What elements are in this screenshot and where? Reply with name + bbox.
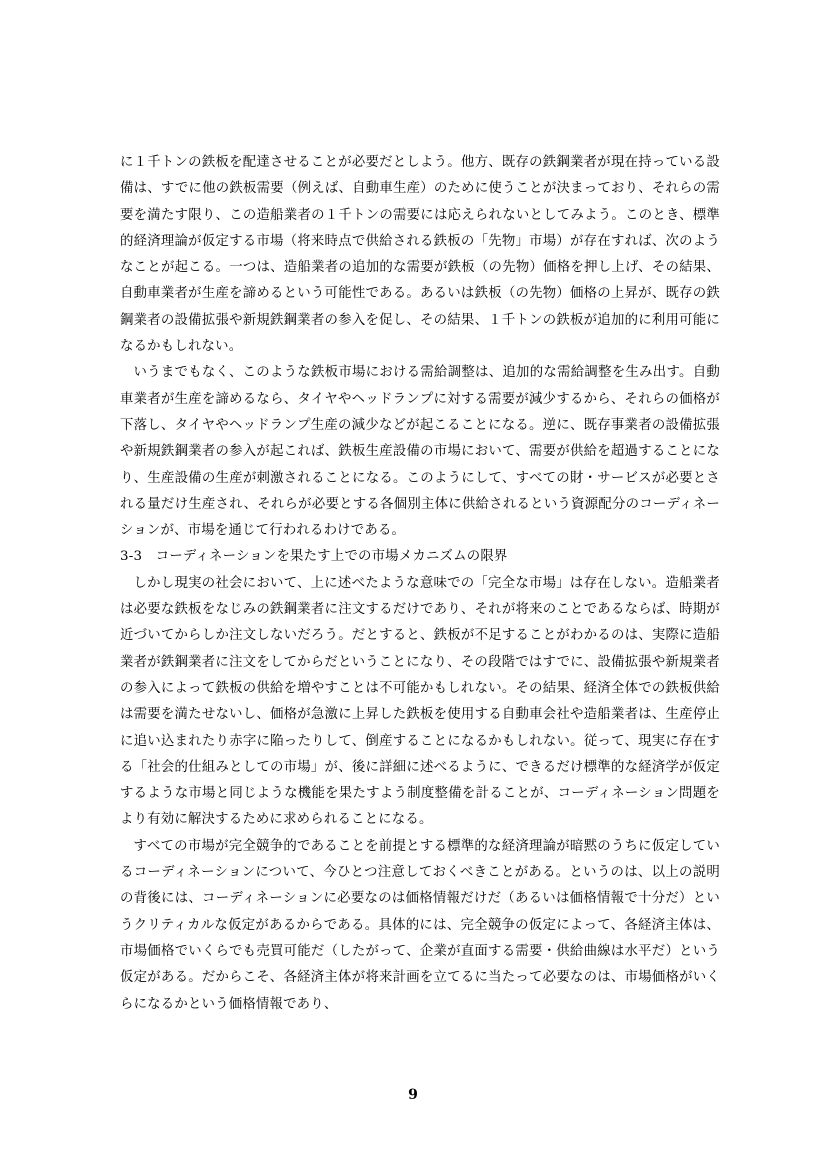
paragraph-2: いうまでもなく、このような鉄板市場における需給調整は、追加的な需給調整を生み出す。自動車業者が生産を諦めるなら、タイヤやヘッドランプに対する需要が減少するから、それらの価格が下落し、タイヤやヘッドランプ生産の減少などが起こることになる。逆に、既存事業者の設備拡張や新規鉄鋼業者の参入が起これば、鉄板生産設備の市場において、需要が供給を超過することになり、生産設備の生産が刺激されることになる。このようにして、すべての財・サービスが必要とされる量だけ生産され、それらが必要とする各個別主体に供給されるという資源配分のコーディネーションが、市場を通じて行われるわけである。 bbox=[120, 365, 720, 539]
paragraph-3: しかし現実の社会において、上に述べたような意味での「完全な市場」は存在しない。造船業者は必要な鉄板をなじみの鉄鋼業者に注文するだけであり、それが将来のことであるならば、時期が近づいてからしか注文しないだろう。だとすると、鉄板が不足することがわかるのは、実際に造船業者が鉄鋼業者に注文をしてからだということになり、その段階ではすでに、設備拡張や新規業者の参入によって鉄板の供給を増やすことは不可能かもしれない。その結果、経済全体での鉄板供給は需要を満たせないし、価格が急激に上昇した鉄板を使用する自動車会社や造船業者は、生産停止に追い込まれたり赤字に陥ったりして、倒産することになるかもしれない。従って、現実に存在する「社会的仕組みとしての市場」が、後に詳細に述べるように、できるだけ標準的な経済学が仮定するような市場と同じような機能を果たすよう制度整備を計ることが、コーディネーション問題をより有効に解決するために求められることになる。 bbox=[120, 575, 720, 828]
page-number: 9 bbox=[408, 1087, 418, 1103]
body-text bbox=[120, 150, 720, 1018]
section-heading: 3-3 コーディネーションを果たす上での市場メカニズムの限界 bbox=[120, 549, 508, 565]
paragraph-4: すべての市場が完全競争的であることを前提とする標準的な経済理論が暗黙のうちに仮定しているコーディネーションについて、今ひとつ注意しておくべきことがある。というのは、以上の説明の背後には、コーディネーションに必要なのは価格情報だけだ（あるいは価格情報で十分だ）というクリティカルな仮定があるからである。具体的には、完全競争の仮定によって、各経済主体は、市場価格でいくらでも売買可能だ（したがって、企業が直面する需要・供給曲線は水平だ）という仮定がある。だからこそ、各経済主体が将来計画を立てるに当たって必要なのは、市場価格がいくらになるかという価格情報であり、 bbox=[120, 838, 720, 1012]
paragraph-1: に１千トンの鉄板を配達させることが必要だとしよう。他方、既存の鉄鋼業者が現在持っている設備は、すでに他の鉄板需要（例えば、自動車生産）のために使うことが決まっており、それらの需要を満たす限り、この造船業者の１千トンの需要には応えられないとしてみよう。このとき、標準的経済理論が仮定する市場（将来時点で供給される鉄板の「先物」市場）が存在すれば、次のようなことが起こる。一つは、造船業者の追加的な需要が鉄板（の先物）価格を押し上げ、その結果、自動車業者が生産を諦めるという可能性である。あるいは鉄板（の先物）価格の上昇が、既存の鉄鋼業者の設備拡張や新規鉄鋼業者の参入を促し、その結果、１千トンの鉄板が追加的に利用可能になるかもしれない。 bbox=[120, 155, 720, 355]
